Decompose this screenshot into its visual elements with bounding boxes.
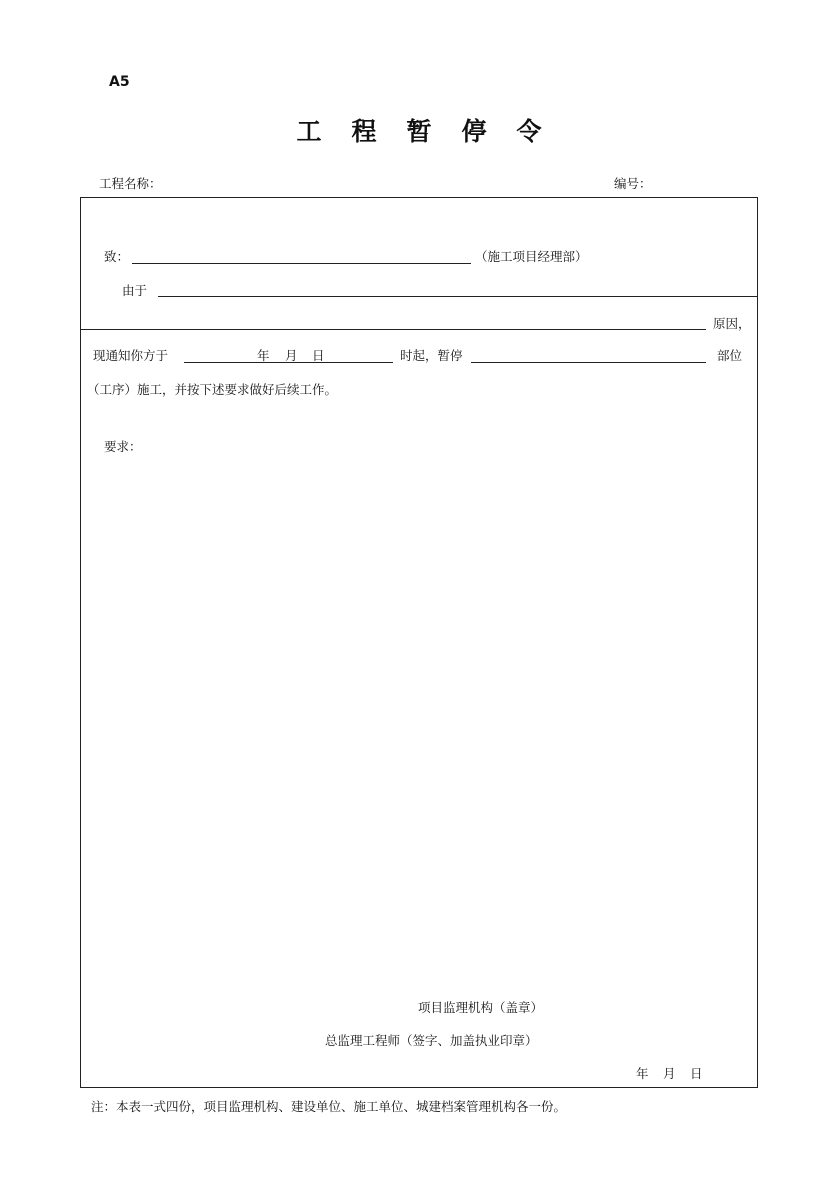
due-to-label: 由于 [122,283,148,298]
part-label: 部位 [717,348,743,363]
chief-engineer-label: 总监理工程师（签字、加盖执业印章） [325,1033,538,1048]
form-frame [80,197,758,1088]
paused-part-field[interactable] [471,362,706,363]
from-pause-label: 时起，暂停 [400,348,463,363]
to-label: 致： [104,249,130,264]
page-title: 工程暂停令 [296,117,572,146]
requirements-label: 要求： [104,439,142,454]
org-seal-label: 项目监理机构（盖章） [418,1000,544,1015]
pause-date-year: 年 [257,348,270,363]
instruction-text: （工序）施工，并按下述要求做好后续工作。 [87,382,338,397]
notice-prefix: 现通知你方于 [93,348,169,363]
to-suffix: （施工项目经理部） [475,249,588,264]
footnote: 注：本表一式四份，项目监理机构、建设单位、施工单位、城建档案管理机构各一份。 [91,1099,567,1114]
serial-no-label: 编号： [614,176,652,191]
sign-date-month: 月 [663,1066,676,1081]
project-name-label: 工程名称： [99,176,162,191]
pause-date-month: 月 [285,348,298,363]
pause-date-day: 日 [312,348,325,363]
due-to-field[interactable] [158,296,758,297]
reason-suffix: 原因， [713,316,751,331]
reason-field[interactable] [80,329,706,330]
sign-date-day: 日 [690,1066,703,1081]
to-recipient-field[interactable] [132,263,471,264]
sign-date-year: 年 [636,1066,649,1081]
form-code: A5 [109,74,130,90]
